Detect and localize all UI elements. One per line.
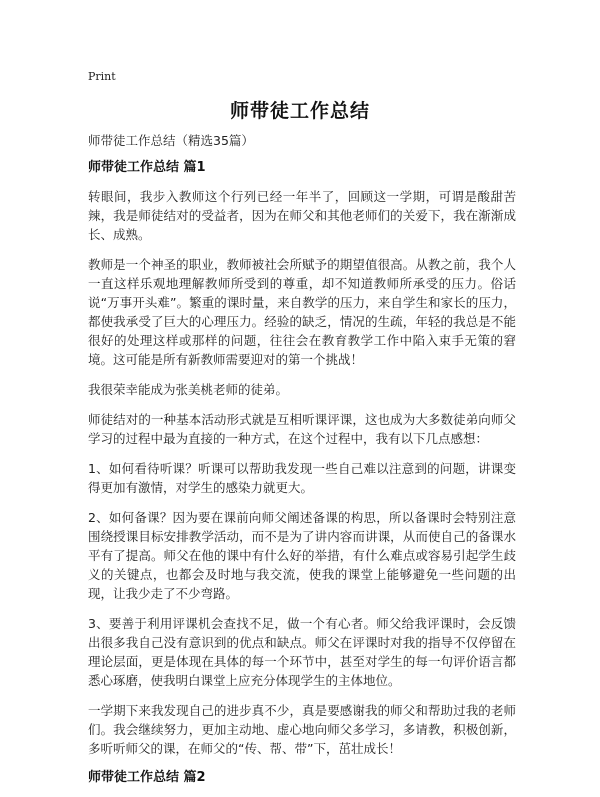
- paragraph: 2、如何备课？因为要在课前向师父阐述备课的构思，所以备课时会特别注意围绕授课目标安排教学活动，而不是为了讲内容而讲课，从而使自己的备课水平有了提高。师父在他的课中有什么好的举措，有什么难点或容易引起学生歧义的关键点，也都会及时地与我交流，使我的课堂上能够避免一些问题的出现，让我少走了不少弯路。: [88, 510, 516, 601]
- print-link[interactable]: Print: [88, 70, 116, 83]
- paragraph: 教师是一个神圣的职业，教师被社会所赋予的期望值很高。从教之前，我个人一直这样乐观地理解教师所受到的尊重，却不知道教师所承受的压力。俗话说“万事开头难”。繁重的课时量，来自教学的压力，来自学生和家长的压力，都使我承受了巨大的心理压力。经验的缺乏，情况的生疏，年轻的我总是不能很好的处理这样或那样的问题，往往会在教育教学工作中陷入束手无策的窘境。这可能是所有新教师需要迎对的第一个挑战！: [88, 257, 516, 367]
- paragraph: 一学期下来我发现自己的进步真不少，真是要感谢我的师父和帮助过我的老师们。我会继续努力，更加主动地、虚心地向师父多学习，多请教，积极创新，多听听师父的课，在师父的“传、帮、带”下，茁壮成长！: [88, 703, 516, 756]
- paragraph: 转眼间，我步入教师这个行列已经一年半了，回顾这一学期，可谓是酸甜苦辣，我是师徒结对的受益者，因为在师父和其他老师们的关爱下，我在渐渐成长、成熟。: [88, 189, 516, 242]
- document-title: 师带徒工作总结: [229, 100, 370, 122]
- paragraph: 师徒结对的一种基本活动形式就是互相听课评课，这也成为大多数徒弟向师父学习的过程中最为直接的一种方式，在这个过程中，我有以下几点感想：: [88, 412, 516, 446]
- document-subtitle: 师带徒工作总结（精选35篇）: [88, 133, 254, 148]
- section-heading-1: 师带徒工作总结 篇1: [88, 160, 206, 175]
- paragraph: 1、如何看待听课？听课可以帮助我发现一些自己难以注意到的问题，讲课变得更加有激情，对学生的感染力就更大。: [88, 461, 516, 495]
- document-body: [88, 132, 516, 797]
- section-heading-2: 师带徒工作总结 篇2: [88, 770, 206, 785]
- paragraph: 3、要善于利用评课机会查找不足，做一个有心者。师父给我评课时，会反馈出很多我自己没有意识到的优点和缺点。师父在评课时对我的指导不仅停留在理论层面，更是体现在具体的每一个环节中，甚至对学生的每一句评价语言都悉心琢磨，使我明白课堂上应充分体现学生的主体地位。: [88, 616, 516, 688]
- paragraph: 我很荣幸能成为张美桃老师的徒弟。: [88, 382, 289, 397]
